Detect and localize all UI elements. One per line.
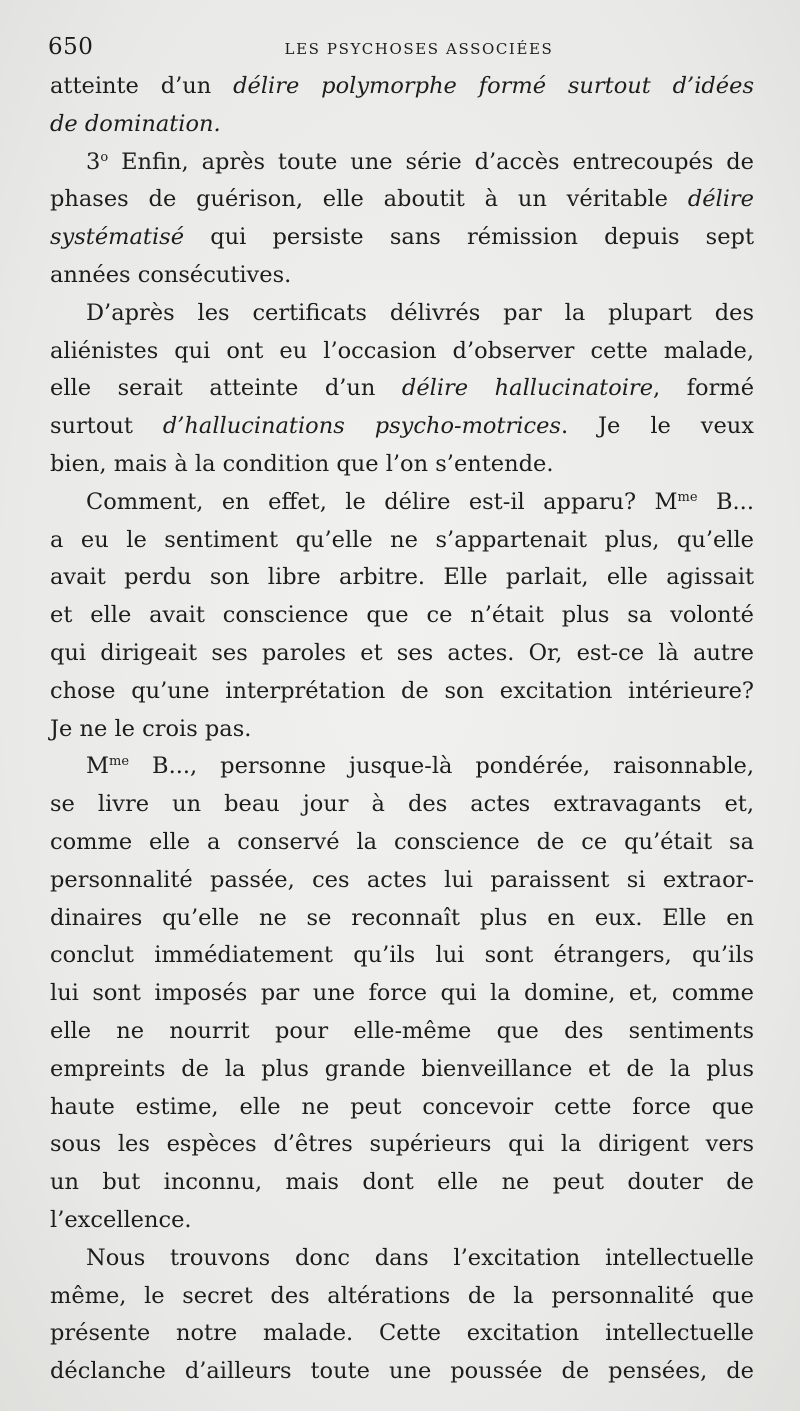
text-line: bien, mais à la condition que l’on s’entende. (50, 450, 554, 477)
text-line: avait perdu son libre arbitre. Elle parlait, elle agissait (50, 564, 754, 591)
text-line: elle serait atteinte d’un délire hallucinatoire, formé (50, 375, 755, 402)
text-line: se livre un beau jour à des actes extravagants et, (50, 791, 754, 818)
text-line: systématisé qui persiste sans rémission depuis sept (50, 224, 754, 251)
text-line: conclut immédiatement qu’ils lui sont étrangers, qu’ils (50, 942, 754, 969)
text-line: chose qu’une interprétation de son excitation intérieure? (50, 677, 754, 704)
page-header (48, 34, 760, 64)
text-line: surtout d’hallucinations psycho-motrices. Je le veux (50, 413, 754, 440)
text-line: personnalité passée, ces actes lui paraissent si extraor- (50, 866, 754, 893)
text-line: même, le secret des altérations de la personnalité que (50, 1282, 754, 1309)
text-line: déclanche d’ailleurs toute une poussée de pensées, de (50, 1358, 754, 1385)
text-line: a eu le sentiment qu’elle ne s’appartenait plus, qu’elle (50, 526, 754, 553)
text-line: Je ne le crois pas. (50, 715, 252, 742)
text-line: elle ne nourrit pour elle-même que des sentiments (50, 1017, 754, 1044)
text-line: aliénistes qui ont eu l’occasion d’observer cette malade, (50, 337, 754, 364)
text-line: l’excellence. (50, 1206, 192, 1233)
text-line: haute estime, elle ne peut concevoir cette force que (50, 1093, 754, 1120)
text-line: sous les espèces d’êtres supérieurs qui la dirigent vers (50, 1131, 754, 1158)
text-line: années consécutives. (50, 261, 292, 288)
text-line: et elle avait conscience que ce n’était plus sa volonté (50, 602, 754, 629)
text-line: phases de guérison, elle aboutit à un véritable délire (50, 186, 754, 213)
text-line: qui dirigeait ses paroles et ses actes. Or, est-ce là autre (50, 639, 754, 666)
text-line: comme elle a conservé la conscience de ce qu’était sa (50, 828, 754, 855)
page-number: 650 (48, 34, 94, 60)
text-line: atteinte d’un délire polymorphe formé surtout d’idées (50, 73, 754, 99)
text-line: dinaires qu’elle ne se reconnaît plus en eux. Elle en (50, 904, 754, 931)
running-title: LES PSYCHOSES ASSOCIÉES (284, 40, 554, 58)
body-text (50, 68, 754, 1391)
text-line: Nous trouvons donc dans l’excitation intellectuelle (86, 1244, 754, 1271)
text-line: 3$^o$ Enfin, après toute une série d’accès entrecoupés de (86, 148, 754, 175)
text-line: D’après les certificats délivrés par la plupart des (86, 299, 754, 326)
text-line: Comment, en effet, le délire est-il apparu? $M^{me}$ B... (86, 488, 754, 515)
text-line: lui sont imposés par une force qui la domine, et, comme (50, 980, 754, 1007)
text-line: empreints de la plus grande bienveillance et de la plus (50, 1055, 754, 1082)
text-line: un but inconnu, mais dont elle ne peut douter de (50, 1169, 754, 1196)
text-line: de domination. (50, 110, 221, 137)
text-line: présente notre malade. Cette excitation intellectuelle (50, 1320, 754, 1347)
text-line: $M^{me}$ B..., personne jusque-là pondérée, raisonnable, (86, 753, 754, 780)
